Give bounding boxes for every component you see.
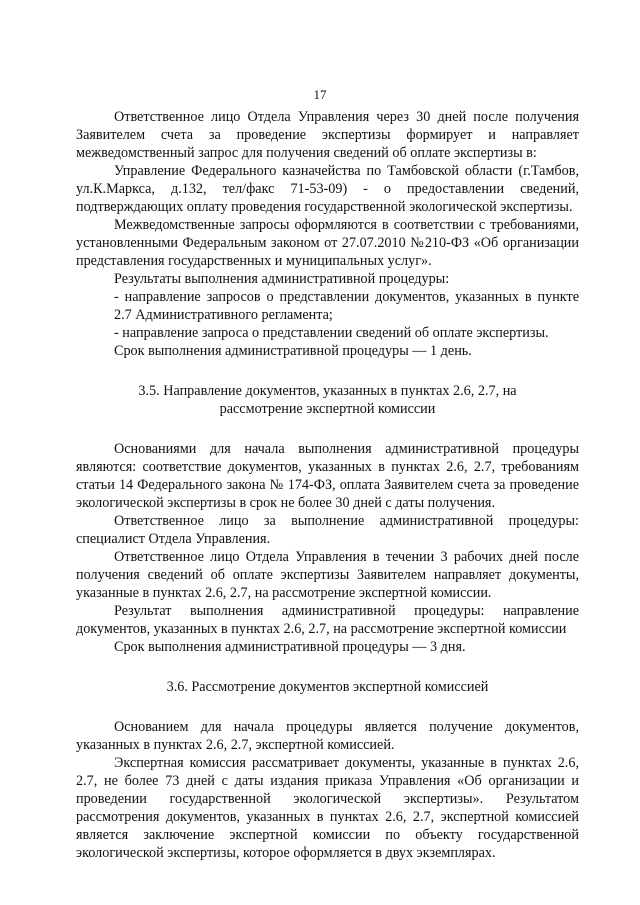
paragraph: Срок выполнения административной процедуры — 3 дня. [114,639,466,655]
paragraph: Ответственное лицо за выполнение административной процедуры: специалист Отдела Управления. [76,513,579,547]
paragraph: Срок выполнения административной процедуры — 1 день. [114,343,472,359]
paragraph: Ответственное лицо Отдела Управления в течении 3 рабочих дней после получения сведений об оплате экспертизы Заявителем направляет документы, указанные в пунктах 2.6, 2.7, на рассмотрение экспертной комиссии. [76,549,579,601]
paragraph: Управление Федерального казначейства по Тамбовской области (г.Тамбов, ул.К.Маркса, д.132, тел/факс 71-53-09) - о предоставлении сведений, подтверждающих оплату проведения государственной экологической экспертизы. [76,163,579,215]
paragraph: Результат выполнения административной процедуры: направление документов, указанных в пунктах 2.6, 2.7, на рассмотрение экспертной комиссии [76,603,579,637]
list-item: - направление запроса о представлении сведений об оплате экспертизы. [114,325,549,341]
paragraph: Основаниями для начала выполнения административной процедуры являются: соответствие документов, указанных в пунктах 2.6, 2.7, требованиям статьи 14 Федерального закона № 174-ФЗ, оплата Заявителем счета за проведение экологической экспертизы в срок не более 30 дней с даты получения. [76,441,579,511]
heading-line: 3.5. Направление документов, указанных в пунктах 2.6, 2.7, на [138,383,517,399]
paragraph: Основанием для начала процедуры является получение документов, указанных в пунктах 2.6, 2.7, экспертной комиссией. [76,719,579,753]
section-heading-3-5 [76,382,579,418]
heading-line: рассмотрение экспертной комиссии [219,401,436,417]
list-item: - направление запросов о представлении документов, указанных в пункте 2.7 Административного регламента; [114,289,579,323]
paragraph: Экспертная комиссия рассматривает документы, указанные в пунктах 2.6, 2.7, не более 73 дней с даты издания приказа Управления «Об организации и проведении государственной экологической экспертизы». Результатом рассмотрения документов, указанных в пунктах 2.6, 2.7, экспертной комиссией является заключение экспертной комиссии по объекту государственной экологической экспертизы, которое оформляется в двух экземплярах. [76,755,579,861]
paragraph: Ответственное лицо Отдела Управления через 30 дней после получения Заявителем счета за проведение экспертизы формирует и направляет межведомственный запрос для получения сведений об оплате экспертизы в: [76,109,579,161]
paragraph: Результаты выполнения административной процедуры: [114,271,450,287]
page-number: 17 [313,87,327,102]
section-heading-3-6: 3.6. Рассмотрение документов экспертной комиссией [166,679,489,695]
paragraph: Межведомственные запросы оформляются в соответствии с требованиями, установленными Федеральным законом от 27.07.2010 №210-ФЗ «Об организации представления государственных и муниципальных услуг». [76,217,579,269]
document-body [76,108,579,862]
